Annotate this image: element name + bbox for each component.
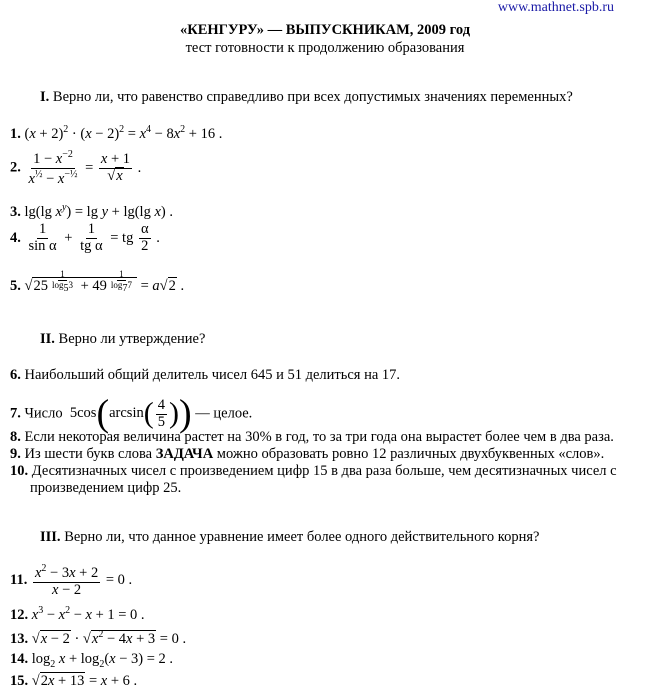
item-2 [10,149,141,188]
section-2-heading [40,331,205,348]
formula: $\frac{1 - x^{-2}}{x^{\frac{1}{2}} - x^{-\frac{1}{2}}}$ = $\frac{x + 1}{√x}$ . [28,149,142,187]
formula: $√x - 2 \cdot √x^2 - 4x + 3 = 0$ . [31,629,187,647]
item-8 [10,429,614,446]
item-number: 12. [10,606,29,623]
item-14 [10,651,173,670]
item-10-line2: произведением цифр 25. [30,480,182,496]
item-number: 4. [10,229,21,246]
section-3-heading [40,529,539,546]
item-5 [10,270,184,295]
section-3-title: Верно ли, что данное уравнение имеет более одного действительного корня? [64,529,540,545]
section-1-heading [40,89,573,106]
item-number: 3. [10,203,21,220]
item-number: 15. [10,673,29,689]
item-1 [10,124,222,143]
item-3 [10,202,173,221]
item-10 [10,463,617,480]
item-15 [10,673,137,690]
section-1-title: Верно ли, что равенство справедливо при всех допустимых значениях переменных? [52,89,573,105]
item-number: 8. [10,429,21,445]
item-12 [10,605,145,624]
item-number: 9. [10,446,21,462]
item-number: 7. [10,405,21,422]
item-13 [10,629,186,648]
item-text-bold: ЗАДАЧА [155,446,214,462]
item-11 [10,563,132,599]
item-number: 6. [10,367,21,383]
formula: √2x + 13 = x + 6 . [31,673,138,689]
page-subtitle: тест готовности к продолжению образования [185,40,465,56]
item-number: 13. [10,630,29,647]
formula: $\frac{1}{\text{sin α}}$ + $\frac{1}{\text{tg α}}$ = tg $\frac{\alpha}{2}$ . [28,221,160,254]
section-3-roman: III. [40,529,61,545]
formula: lg(lg $x^y) = \lg y + \lg(\lg$ x) . [24,202,173,220]
section-1-roman: I. [40,89,50,105]
section-2-roman: II. [40,331,55,347]
item-number: 1. [10,125,21,142]
item-text-post: можно образовать ровно 12 различных двухбуквенных «слов». [216,446,605,462]
item-text-pre: Из шести букв слова [24,446,153,462]
item-number: 14. [10,651,29,667]
item-6 [10,367,400,384]
item-number: 10. [10,463,29,479]
item-number: 2. [10,159,21,176]
formula: $\log_2 x + \log_2(x - 3) = 2$ . [31,651,174,670]
formula: $\frac{x^2 - 3x + 2}{x - 2}$ = 0 . [34,563,133,598]
item-number: 11. [10,572,28,589]
item-text-pre: Число [24,405,63,422]
item-text-line1: Десятизначных чисел с произведением цифр 15 в два раза больше, чем десятизначных чисел с [31,463,617,479]
site-url[interactable]: www.mathnet.spb.ru [497,0,614,15]
section-2-title: Верно ли утверждение? [58,331,206,347]
item-text: Наибольший общий делитель чисел 645 и 51 делиться на 17. [24,367,401,383]
page-title: «КЕНГУРУ» — ВЫПУСКНИКАМ, 2009 год [179,22,471,38]
formula: $x^3 - x^2 - x + 1 = 0$ . [31,605,145,623]
formula: √25 $^{\frac{1}{\log_53}}$ + 49 $^{\frac{1}{\log_77}}$ = a√2 . [24,269,185,294]
formula: $(x + 2)^2 \cdot (x - 2)^2 = x^4 - 8x^2 + 16$ . [24,124,223,142]
item-text-post: — целое. [195,405,253,422]
item-9 [10,446,604,463]
item-number: 5. [10,277,21,294]
item-text: Если некоторая величина растет на 30% в год, то за три года она вырастет более чем в два раза. [24,429,614,445]
item-4 [10,222,160,255]
formula: 5cos(arcsin( $\frac{4}{5}$ )) [66,393,192,435]
